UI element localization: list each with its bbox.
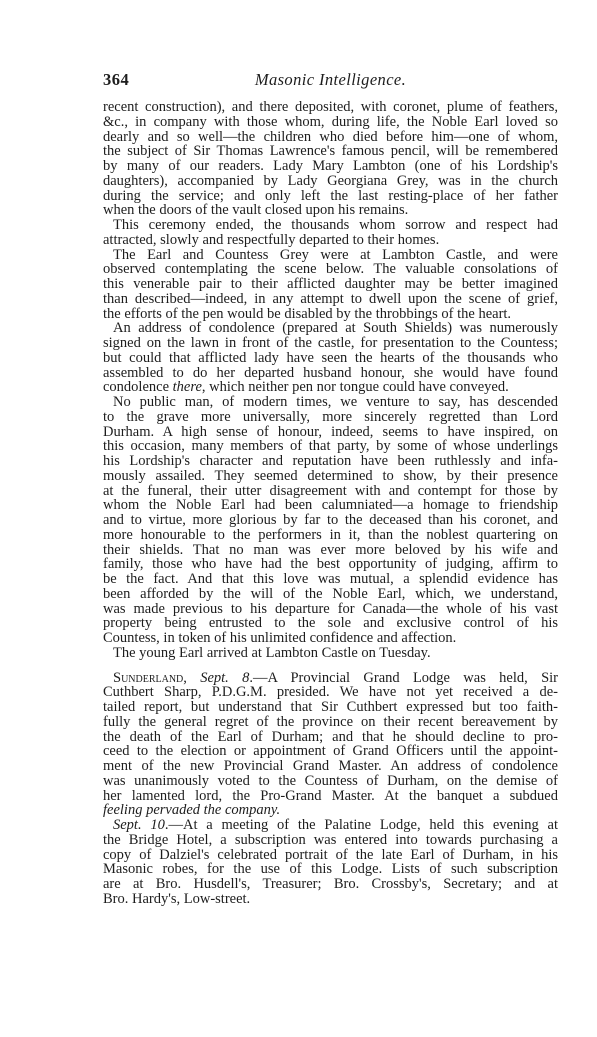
text-line: by many of our readers. Lady Mary Lambton (one of his Lordship's (103, 158, 558, 174)
paragraph-no-public-man (103, 395, 558, 646)
text-line: Durham. A high sense of honour, indeed, seems to have inspired, on (103, 423, 558, 440)
place-name-sunderland: Sunderland (113, 669, 184, 686)
text-line: fully the general regret of the province on their recent bereavement by (103, 713, 558, 730)
text-line: her lamented lord, the Pro-Grand Master. At the banquet a subdued (103, 787, 558, 804)
running-title: Masonic Intelligence. (254, 70, 407, 89)
text-line: during the service; and only left the last resting-place of her father (103, 187, 558, 204)
body-text (103, 100, 558, 907)
text-line: signed on the lawn in front of the castle, for presentation to the Countess; (103, 335, 558, 351)
text-segment: .—A Provincial Grand Lodge was held, Sir (249, 669, 558, 686)
text-line (103, 803, 558, 818)
text-line: when the doors of the vault closed upon his remains. (103, 202, 409, 219)
text-line (103, 380, 558, 395)
text-line: be the fact. And that this love was mutual, a splendid evidence has (103, 571, 558, 587)
text-line: family, those who have had the best opportunity of judging, affirm to (103, 556, 558, 573)
text-line: whom the Noble Earl had been calumniated—a homage to friendship (103, 497, 558, 514)
emphasis-there: there (172, 379, 202, 396)
text-line: this venerable pair to their afflicted daughter may be better imagined (103, 276, 558, 292)
text-line: to the grave more universally, more sincerely regretted than Lord (103, 408, 558, 425)
text-line: and to virtue, more glorious by far to the deceased than his coronet, and (103, 512, 558, 528)
text-line: assembled to do her departed husband honour, she would have found (103, 364, 558, 381)
text-segment: , (183, 669, 201, 686)
text-line: was unanimously voted to the Countess of Durham, on the demise of (103, 772, 558, 789)
text-line: than described—indeed, in any attempt to dwell upon the scene of grief, (103, 290, 558, 307)
running-head (103, 70, 558, 94)
text-line: the efforts of the pen would be disabled by the throbbings of the heart. (103, 305, 512, 322)
text-line: attracted, slowly and respectfully departed to their homes. (103, 231, 440, 248)
text-line: are at Bro. Husdell's, Treasurer; Bro. Crossby's, Secretary; and at (103, 876, 558, 892)
text-line: the Bridge Hotel, a subscription was entered into towards purchasing a (103, 831, 558, 848)
text-line (103, 671, 558, 686)
text-line: mously assailed. They seemed determined to show, by their presence (103, 467, 558, 484)
text-line: the death of the Earl of Durham; and that he should decline to pro- (103, 728, 558, 745)
paragraph-ceremony-ended (103, 218, 558, 248)
text-line: their shields. That no man was ever more beloved by his wife and (103, 541, 558, 558)
text-line: ceed to the election or appointment of Grand Officers until the appoint- (103, 743, 558, 760)
text-line: the subject of Sir Thomas Lawrence's famous pencil, will be remembered (103, 143, 558, 160)
date-sept-8: Sept. 8 (200, 669, 250, 686)
text-line: tailed report, but understand that Sir Cuthbert expressed but too faith- (103, 699, 558, 715)
text-line: at the funeral, their utter disagreement with and contempt for those by (103, 482, 558, 499)
text-line: property being entrusted to the sole and exclusive control of his (103, 615, 558, 632)
text-segment-italic: feeling pervaded the company. (103, 802, 281, 819)
text-line: this occasion, many members of that party, by some of whose underlings (103, 438, 558, 455)
text-line: Cuthbert Sharp, P.D.G.M. presided. We have not yet received a de- (103, 684, 558, 701)
text-line: The young Earl arrived at Lambton Castle on Tuesday. (113, 644, 431, 661)
text-line: Countess, in token of his unlimited confidence and affection. (103, 630, 457, 646)
text-line: recent construction), and there deposited, with coronet, plume of feathers, (103, 99, 558, 115)
text-line (103, 818, 558, 833)
text-line: No public man, of modern times, we venture to say, has descended (113, 394, 558, 410)
date-sept-10: Sept. 10 (113, 817, 165, 833)
text-line: &c., in company with those whom, during life, the Noble Earl loved so (103, 113, 558, 130)
text-line: ment of the new Provincial Grand Master. An address of condolence (103, 758, 558, 774)
text-line: daughters), accompanied by Lady Georgiana Grey, was in the church (103, 172, 558, 189)
text-line: but could that afflicted lady have seen the hearts of the thousands who (103, 349, 558, 366)
text-segment: .—At a meeting of the Palatine Lodge, held this evening at (164, 817, 559, 833)
text-line: more honourable to the performers in it, than the noblest quartering on (103, 526, 558, 543)
text-line: observed contemplating the scene below. The valuable consolations of (103, 261, 558, 278)
text-line: This ceremony ended, the thousands whom sorrow and respect had (113, 217, 558, 233)
paragraph-sunderland (103, 671, 558, 819)
text-line: Bro. Hardy's, Low-street. (103, 890, 251, 907)
text-line: been afforded by the will of the Noble Earl, which, we understand, (103, 585, 558, 602)
text-segment: condolence (103, 379, 173, 396)
text-line: Masonic robes, for the use of this Lodge. Lists of such subscription (103, 861, 558, 878)
paragraph-address-of-condolence (103, 321, 558, 395)
paragraph-earl-countess-grey (103, 248, 558, 322)
paragraph-funeral-vault (103, 100, 558, 218)
text-segment: , which neither pen nor tongue could have conveyed. (201, 379, 509, 396)
text-line: The Earl and Countess Grey were at Lambton Castle, and were (113, 246, 558, 263)
text-line: copy of Dalziel's celebrated portrait of the late Earl of Durham, in his (103, 846, 558, 863)
paragraph-young-earl (103, 646, 558, 661)
page-number: 364 (103, 70, 130, 89)
text-line: his Lordship's character and reputation have been ruthlessly and infa- (103, 453, 558, 469)
text-line: was made previous to his departure for Canada—the whole of his vast (103, 600, 558, 617)
paragraph-sept-10 (103, 818, 558, 907)
text-line: dearly and so well—the children who died before him—one of whom, (103, 128, 558, 145)
text-line: An address of condolence (prepared at South Shields) was numerously (113, 320, 558, 337)
